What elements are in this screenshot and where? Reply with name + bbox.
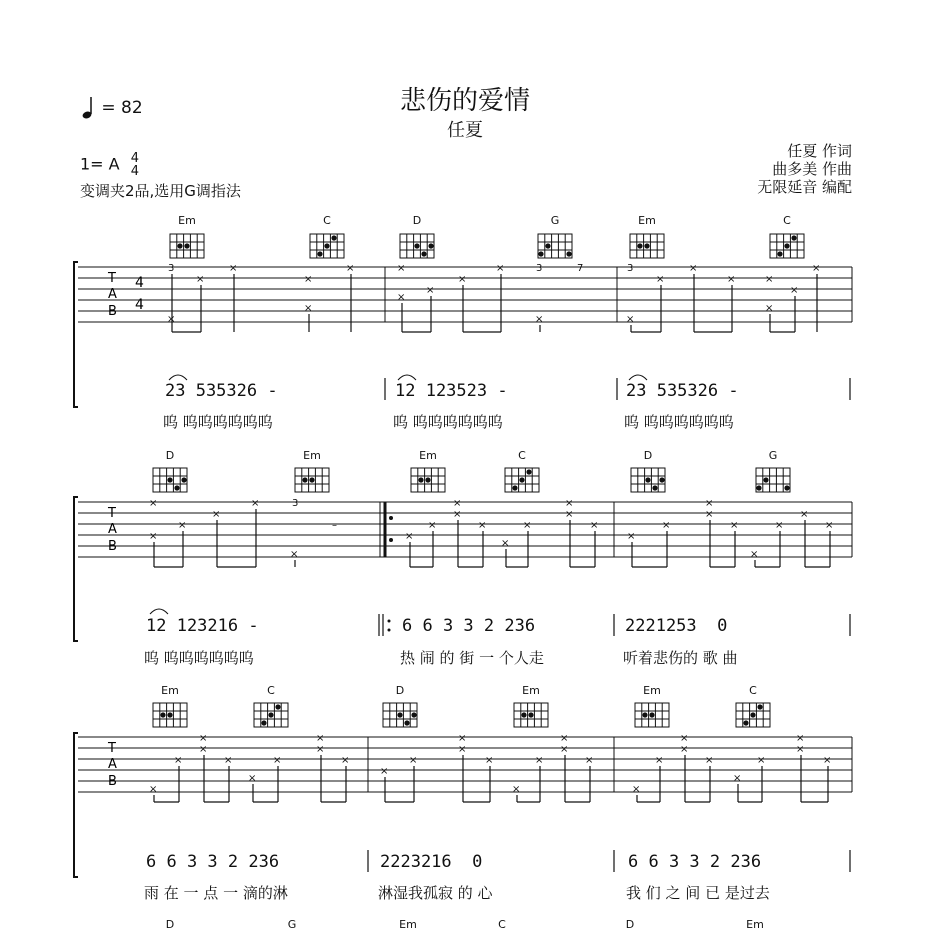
- svg-text:×: ×: [757, 755, 766, 766]
- svg-text:×: ×: [496, 263, 505, 274]
- chord-name: G: [768, 449, 778, 462]
- arranger-credit: 无限延音 编配: [757, 178, 852, 196]
- capo-note: 变调夹2品,选用G调指法: [80, 182, 241, 200]
- chord-name: G: [287, 918, 297, 931]
- svg-text:×: ×: [458, 744, 467, 755]
- tab-letter-t: T: [108, 741, 116, 756]
- svg-text:×: ×: [590, 520, 599, 531]
- chord-name: C: [267, 684, 275, 697]
- svg-text:×: ×: [662, 520, 671, 531]
- svg-text:×: ×: [426, 285, 435, 296]
- numbered-notation: 6 6 3 3 2 236: [146, 852, 280, 872]
- chord-name: Em: [522, 684, 540, 697]
- svg-text:7: 7: [577, 263, 584, 274]
- svg-text:×: ×: [428, 520, 437, 531]
- svg-text:×: ×: [565, 498, 574, 509]
- svg-text:×: ×: [730, 520, 739, 531]
- tab-time-bottom: 4: [135, 297, 144, 313]
- tab-letter-a: A: [108, 757, 117, 772]
- svg-text:×: ×: [501, 538, 510, 549]
- svg-text:×: ×: [485, 755, 494, 766]
- tab-letter-t: T: [108, 271, 116, 286]
- svg-text:×: ×: [149, 531, 158, 542]
- svg-text:×: ×: [167, 314, 176, 325]
- svg-text:×: ×: [585, 755, 594, 766]
- numbered-notation: 23 535326 -: [165, 381, 278, 401]
- svg-text:×: ×: [680, 744, 689, 755]
- svg-text:×: ×: [316, 744, 325, 755]
- time-top: 4: [130, 151, 139, 166]
- svg-text:×: ×: [397, 292, 406, 303]
- svg-text:×: ×: [825, 520, 834, 531]
- svg-text:×: ×: [405, 531, 414, 542]
- chord-name: Em: [161, 684, 179, 697]
- numbered-notation: 23 535326 -: [626, 381, 739, 401]
- lyric-line: 淋湿我孤寂 的 心: [378, 884, 493, 902]
- song-title: 悲伤的爱情: [399, 86, 530, 116]
- chord-name: C: [323, 214, 331, 227]
- chord-name: G: [550, 214, 560, 227]
- svg-text:×: ×: [199, 744, 208, 755]
- lyric-line: 我 们 之 间 已 是过去: [626, 884, 770, 902]
- svg-text:×: ×: [632, 784, 641, 795]
- tab-letter-t: T: [108, 506, 116, 521]
- svg-text:×: ×: [397, 263, 406, 274]
- chord-name: Em: [643, 684, 661, 697]
- svg-text:3: 3: [292, 498, 299, 509]
- svg-text:×: ×: [316, 733, 325, 744]
- numbered-notation: 2221253 0: [625, 616, 728, 636]
- numbered-notation: 6 6 3 3 2 236: [628, 852, 762, 872]
- svg-text:×: ×: [535, 314, 544, 325]
- chord-name: Em: [746, 918, 764, 931]
- chord-name: D: [165, 918, 175, 931]
- chord-name: D: [395, 684, 405, 697]
- svg-text:×: ×: [248, 773, 257, 784]
- numbered-notation: 2223216 0: [380, 852, 483, 872]
- svg-text:3: 3: [627, 263, 634, 274]
- chord-name: C: [498, 918, 506, 931]
- chord-name: D: [412, 214, 422, 227]
- svg-text:×: ×: [304, 303, 313, 314]
- chord-name: C: [783, 214, 791, 227]
- svg-text:×: ×: [627, 531, 636, 542]
- svg-text:×: ×: [212, 509, 221, 520]
- chord-name: C: [518, 449, 526, 462]
- svg-text:×: ×: [705, 498, 714, 509]
- lyric-line: 呜 呜呜呜呜呜呜: [144, 649, 254, 667]
- svg-text:×: ×: [273, 755, 282, 766]
- svg-text:×: ×: [224, 755, 233, 766]
- svg-text:3: 3: [536, 263, 543, 274]
- svg-text:×: ×: [823, 755, 832, 766]
- tab-letter-a: A: [108, 522, 117, 537]
- svg-text:×: ×: [149, 784, 158, 795]
- svg-text:×: ×: [705, 755, 714, 766]
- numbered-notation: 12 123523 -: [395, 381, 508, 401]
- chord-name: D: [625, 918, 635, 931]
- svg-text:×: ×: [790, 285, 799, 296]
- chord-name: Em: [399, 918, 417, 931]
- svg-text:×: ×: [775, 520, 784, 531]
- svg-text:×: ×: [535, 755, 544, 766]
- svg-text:–: –: [332, 520, 337, 531]
- svg-text:×: ×: [523, 520, 532, 531]
- svg-text:×: ×: [705, 509, 714, 520]
- svg-text:×: ×: [560, 744, 569, 755]
- svg-text:×: ×: [196, 274, 205, 285]
- svg-text:×: ×: [458, 274, 467, 285]
- svg-text:×: ×: [346, 263, 355, 274]
- time-bottom: 4: [130, 164, 139, 179]
- svg-text:×: ×: [174, 755, 183, 766]
- tab-letter-b: B: [108, 774, 117, 789]
- svg-text:×: ×: [796, 733, 805, 744]
- svg-text:×: ×: [750, 549, 759, 560]
- tempo-value: = 82: [101, 98, 143, 118]
- numbered-notation: 6 6 3 3 2 236: [402, 616, 536, 636]
- lyric-line: 热 闹 的 街 一 个人走: [400, 649, 544, 667]
- tab-letter-b: B: [108, 304, 117, 319]
- svg-text:×: ×: [290, 549, 299, 560]
- lyric-line: 听着悲伤的 歌 曲: [623, 649, 738, 667]
- chord-name: D: [643, 449, 653, 462]
- svg-text:×: ×: [478, 520, 487, 531]
- chord-name: Em: [178, 214, 196, 227]
- composer-credit: 曲多美 作曲: [772, 160, 852, 178]
- svg-text:×: ×: [626, 314, 635, 325]
- svg-text:×: ×: [733, 773, 742, 784]
- svg-text:×: ×: [565, 509, 574, 520]
- chord-name: Em: [303, 449, 321, 462]
- tab-letter-a: A: [108, 287, 117, 302]
- svg-text:×: ×: [765, 303, 774, 314]
- svg-text:×: ×: [560, 733, 569, 744]
- svg-text:×: ×: [655, 755, 664, 766]
- key-label: 1= A: [80, 154, 120, 174]
- svg-text:×: ×: [453, 509, 462, 520]
- svg-text:×: ×: [149, 498, 158, 509]
- svg-text:×: ×: [341, 755, 350, 766]
- svg-text:×: ×: [812, 263, 821, 274]
- svg-text:×: ×: [380, 766, 389, 777]
- svg-text:×: ×: [796, 744, 805, 755]
- lyric-line: 呜 呜呜呜呜呜呜: [163, 413, 273, 431]
- svg-text:×: ×: [453, 498, 462, 509]
- svg-text:×: ×: [680, 733, 689, 744]
- tab-letter-b: B: [108, 539, 117, 554]
- svg-text:×: ×: [689, 263, 698, 274]
- tab-time-top: 4: [135, 275, 144, 291]
- chord-name: Em: [419, 449, 437, 462]
- svg-text:×: ×: [229, 263, 238, 274]
- lyric-line: 雨 在 一 点 一 滴的淋: [144, 884, 288, 902]
- chord-name: D: [165, 449, 175, 462]
- svg-text:3: 3: [168, 263, 175, 274]
- svg-text:×: ×: [199, 733, 208, 744]
- svg-text:×: ×: [765, 274, 774, 285]
- svg-text:×: ×: [178, 520, 187, 531]
- lyric-line: 呜 呜呜呜呜呜呜: [393, 413, 503, 431]
- chord-name: C: [749, 684, 757, 697]
- svg-text:×: ×: [727, 274, 736, 285]
- lyric-line: 呜 呜呜呜呜呜呜: [624, 413, 734, 431]
- chord-name: Em: [638, 214, 656, 227]
- svg-text:×: ×: [251, 498, 260, 509]
- svg-text:×: ×: [800, 509, 809, 520]
- svg-text:×: ×: [512, 784, 521, 795]
- song-artist: 任夏: [447, 120, 483, 141]
- svg-text:×: ×: [656, 274, 665, 285]
- lyricist-credit: 任夏 作词: [787, 142, 852, 160]
- svg-text:×: ×: [304, 274, 313, 285]
- svg-text:×: ×: [458, 733, 467, 744]
- numbered-notation: 12 123216 -: [146, 616, 259, 636]
- svg-text:×: ×: [409, 755, 418, 766]
